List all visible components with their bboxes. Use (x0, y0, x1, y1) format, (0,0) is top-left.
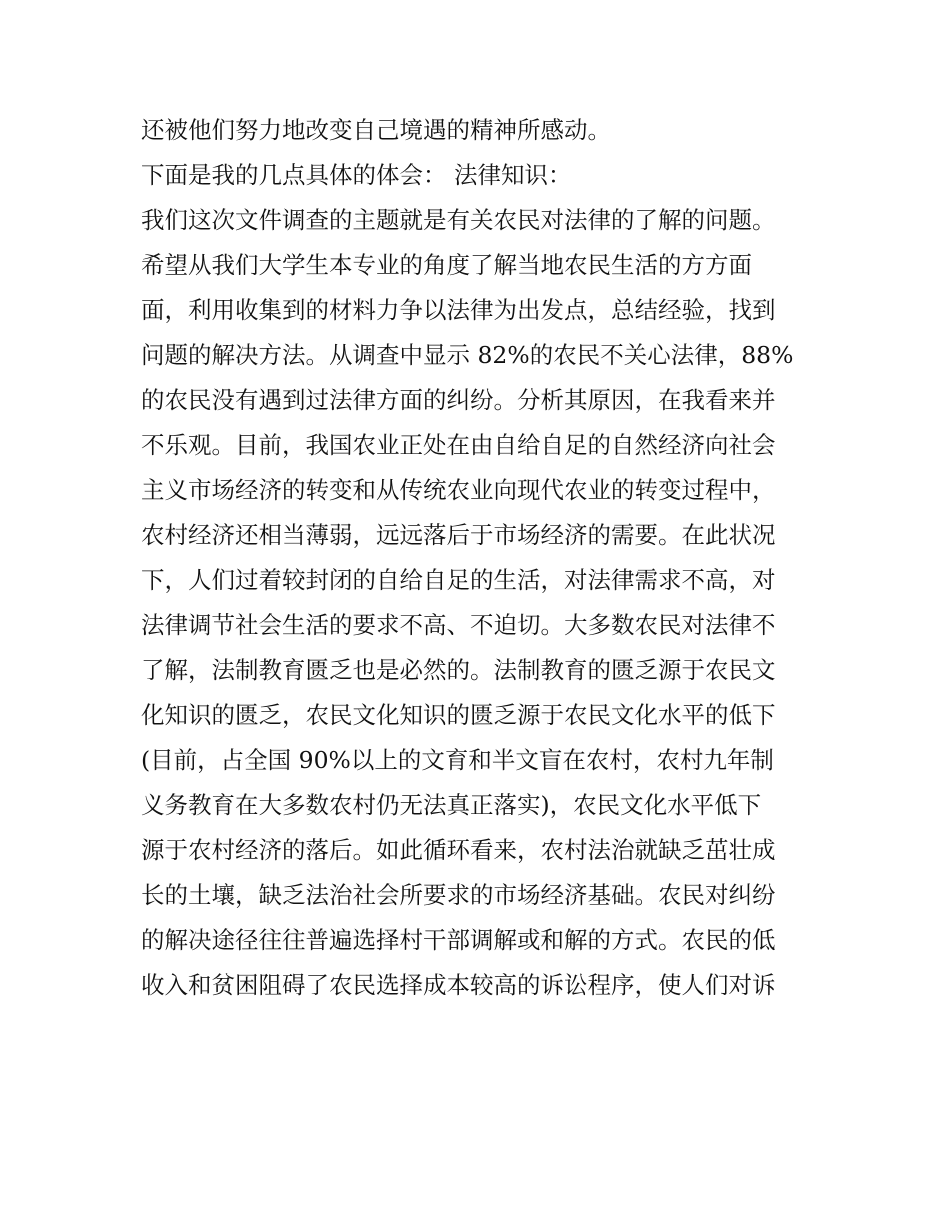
text-line: 源于农村经济的落后。如此循环看来，农村法治就缺乏茁壮成 (141, 836, 776, 864)
text-line: 收入和贫困阻碍了农民选择成本较高的诉讼程序，使人们对诉 (141, 971, 776, 999)
text-line: 还被他们努力地改变自己境遇的精神所感动。 (141, 116, 611, 144)
text-line: 面，利用收集到的材料力争以法律为出发点，总结经验，找到 (141, 296, 776, 324)
text-line: 义务教育在大多数农村仍无法真正落实)，农民文化水平低下 (141, 791, 762, 819)
text-line: 农村经济还相当薄弱，远远落后于市场经济的需要。在此状况 (141, 521, 776, 549)
text-line: 法律调节社会生活的要求不高、不迫切。大多数农民对法律不 (141, 611, 776, 639)
text-line: (目前，占全国 90%以上的文育和半文盲在农村，农村九年制 (141, 746, 774, 774)
text-line: 我们这次文件调查的主题就是有关农民对法律的了解的问题。 (141, 206, 776, 234)
text-line: 化知识的匮乏，农民文化知识的匮乏源于农民文化水平的低下 (141, 701, 776, 729)
text-line: 了解，法制教育匮乏也是必然的。法制教育的匮乏源于农民文 (141, 656, 776, 684)
text-line: 不乐观。目前，我国农业正处在由自给自足的自然经济向社会 (141, 431, 776, 459)
body-text (141, 108, 821, 1008)
text-line: 下，人们过着较封闭的自给自足的生活，对法律需求不高，对 (141, 566, 776, 594)
text-line: 长的土壤，缺乏法治社会所要求的市场经济基础。农民对纠纷 (141, 881, 776, 909)
text-line: 问题的解决方法。从调查中显示 82%的农民不关心法律，88% (141, 341, 794, 369)
text-line: 的农民没有遇到过法律方面的纠纷。分析其原因，在我看来并 (141, 386, 776, 414)
text-line: 主义市场经济的转变和从传统农业向现代农业的转变过程中， (141, 476, 776, 504)
text-line: 的解决途径往往普遍选择村干部调解或和解的方式。农民的低 (141, 926, 776, 954)
text-line: 希望从我们大学生本专业的角度了解当地农民生活的方方面 (141, 251, 752, 279)
text-line: 下面是我的几点具体的体会： 法律知识： (141, 161, 572, 189)
